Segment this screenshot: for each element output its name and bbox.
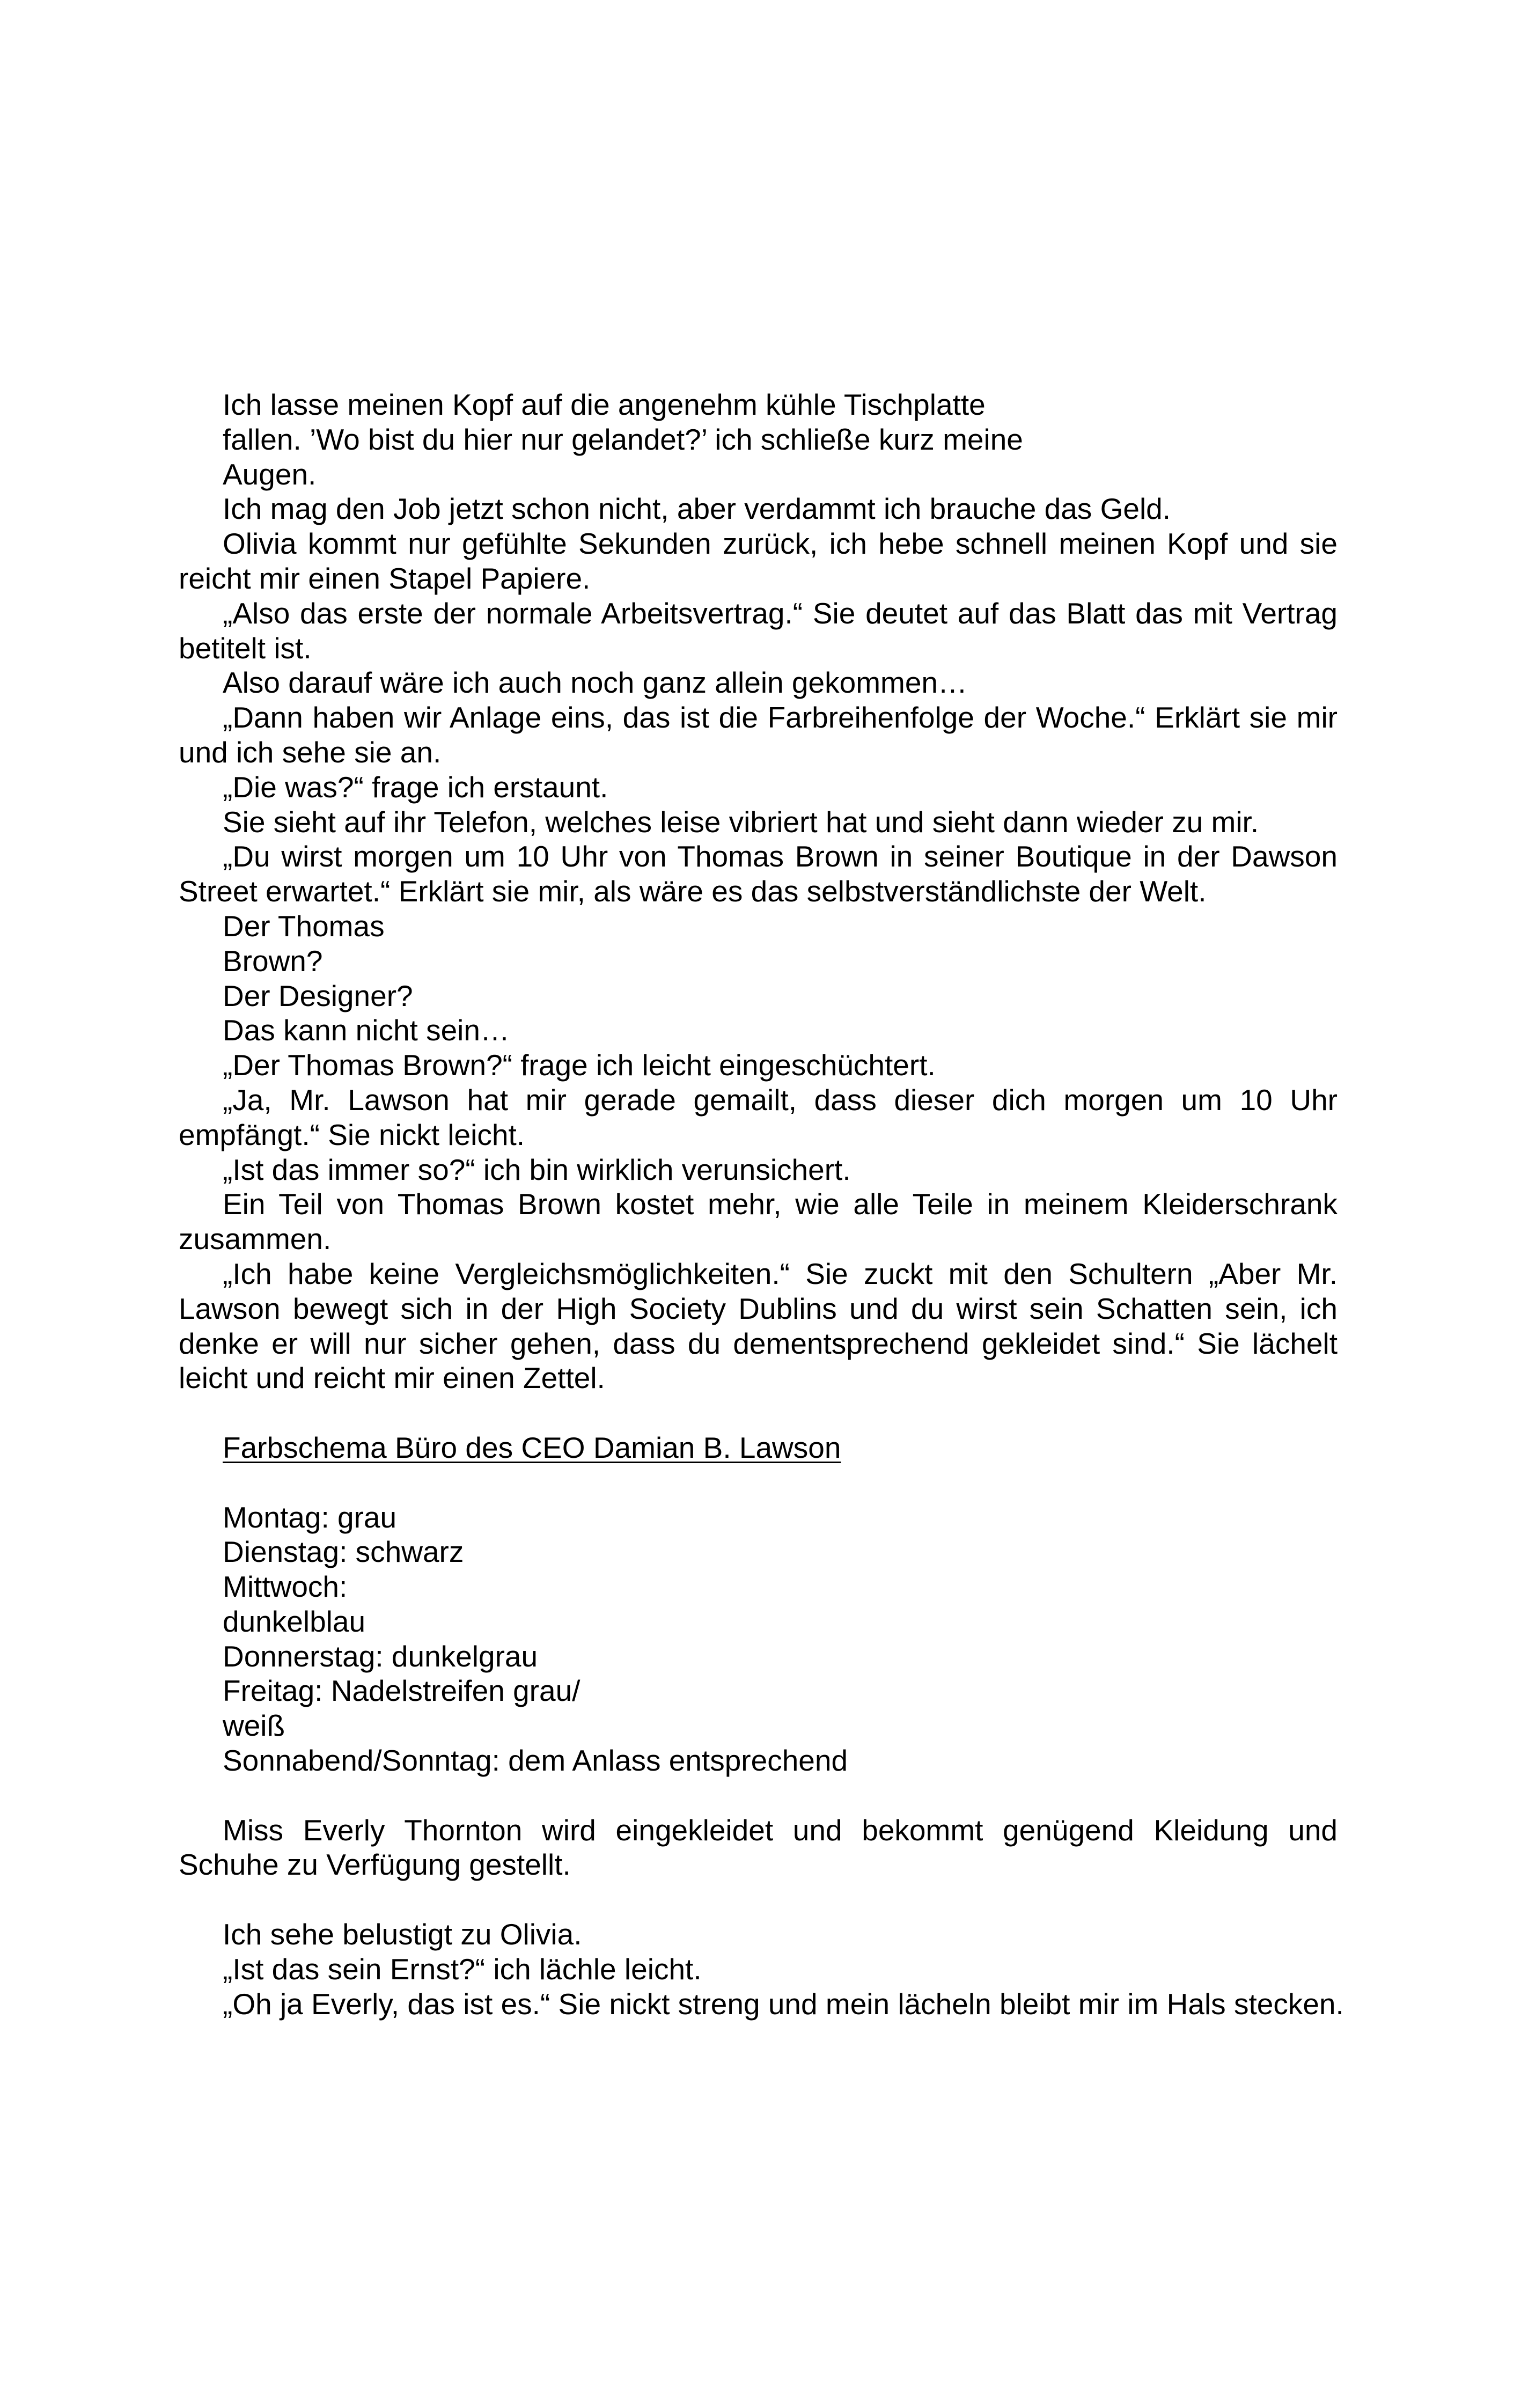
schedule-heading-text: Farbschema Büro des CEO Damian B. Lawson — [223, 1430, 841, 1464]
paragraph: Ein Teil von Thomas Brown kostet mehr, wie alle Teile in meinem Kleiderschrank zusammen. — [179, 1187, 1338, 1256]
text-line: Ich lasse meinen Kopf auf die angenehm kühle Tischplatte — [223, 388, 986, 421]
blank-line — [179, 1882, 1338, 1917]
document-body — [179, 387, 1344, 2021]
text-line: Ich mag den Job jetzt schon nicht, aber verdammt ich brauche das Geld. — [223, 492, 1171, 526]
text-line: „Ist das sein Ernst?“ ich lächle leicht. — [223, 1952, 702, 1986]
schedule-line: Dienstag: schwarz — [223, 1535, 464, 1569]
schedule-line: Sonnabend/Sonntag: dem Anlass entsprechend — [223, 1744, 848, 1778]
paragraph: „Du wirst morgen um 10 Uhr von Thomas Brown in seiner Boutique in der Dawson Street erwartet.“ Erklärt sie mir, als wäre es das selbstverständlichste der Welt. — [179, 840, 1338, 908]
blank-line — [179, 1396, 1338, 1430]
schedule-note: Miss Everly Thornton wird eingekleidet und bekommt genügend Kleidung und Schuhe zu Verfügung gestellt. — [179, 1813, 1338, 1882]
paragraph: „Die was?“ frage ich erstaunt. — [223, 770, 608, 804]
paragraph: Sie sieht auf ihr Telefon, welches leise vibriert hat und sieht dann wieder zu mir. — [223, 805, 1259, 839]
schedule-line: Mittwoch: — [223, 1570, 348, 1604]
schedule-line: weiß — [223, 1709, 285, 1743]
blank-line — [179, 1778, 1338, 1813]
text-line: „Oh ja Everly, das ist es.“ Sie nickt streng und mein lächeln bleibt mir im Hals stecken. — [223, 1987, 1344, 2021]
schedule-heading — [179, 1430, 1338, 1465]
paragraph: „Ja, Mr. Lawson hat mir gerade gemailt, dass dieser dich morgen um 10 Uhr empfängt.“ Sie nickt leicht. — [179, 1083, 1338, 1151]
paragraph: „Ist das immer so?“ ich bin wirklich verunsichert. — [223, 1152, 851, 1186]
schedule-line: Freitag: Nadelstreifen grau/ — [223, 1674, 581, 1708]
text-line: Augen. — [223, 457, 317, 491]
schedule-line: Donnerstag: dunkelgrau — [223, 1639, 538, 1673]
text-line: fallen. ’Wo bist du hier nur gelandet?’ ich schließe kurz meine — [223, 422, 1023, 456]
schedule-line: dunkelblau — [223, 1604, 366, 1638]
paragraph: Also darauf wäre ich auch noch ganz allein gekommen… — [223, 666, 967, 700]
text-line: Der Thomas — [223, 909, 385, 943]
text-line: Das kann nicht sein… — [223, 1014, 510, 1047]
blank-line — [179, 1465, 1338, 1500]
text-line: Ich sehe belustigt zu Olivia. — [223, 1918, 582, 1951]
paragraph: „Dann haben wir Anlage eins, das ist die Farbreihenfolge der Woche.“ Erklärt sie mir und ich sehe sie an. — [179, 701, 1338, 769]
paragraph: „Also das erste der normale Arbeitsvertrag.“ Sie deutet auf das Blatt das mit Vertrag betitelt ist. — [179, 596, 1338, 665]
text-line: Brown? — [223, 944, 323, 978]
text-line: „Der Thomas Brown?“ frage ich leicht eingeschüchtert. — [223, 1048, 936, 1082]
paragraph: „Ich habe keine Vergleichsmöglichkeiten.“ Sie zuckt mit den Schultern „Aber Mr. Lawson bewegt sich in der High Society Dublins und du wirst sein Schatten sein, ich denke er will nur sicher gehen, dass du dementsprechend gekleidet sind.“ Sie lächelt leicht und reicht mir einen Zettel. — [179, 1257, 1338, 1395]
schedule-line: Montag: grau — [223, 1500, 397, 1534]
paragraph: Olivia kommt nur gefühlte Sekunden zurück, ich hebe schnell meinen Kopf und sie reicht mir einen Stapel Papiere. — [179, 527, 1338, 595]
text-line: Der Designer? — [223, 979, 413, 1012]
